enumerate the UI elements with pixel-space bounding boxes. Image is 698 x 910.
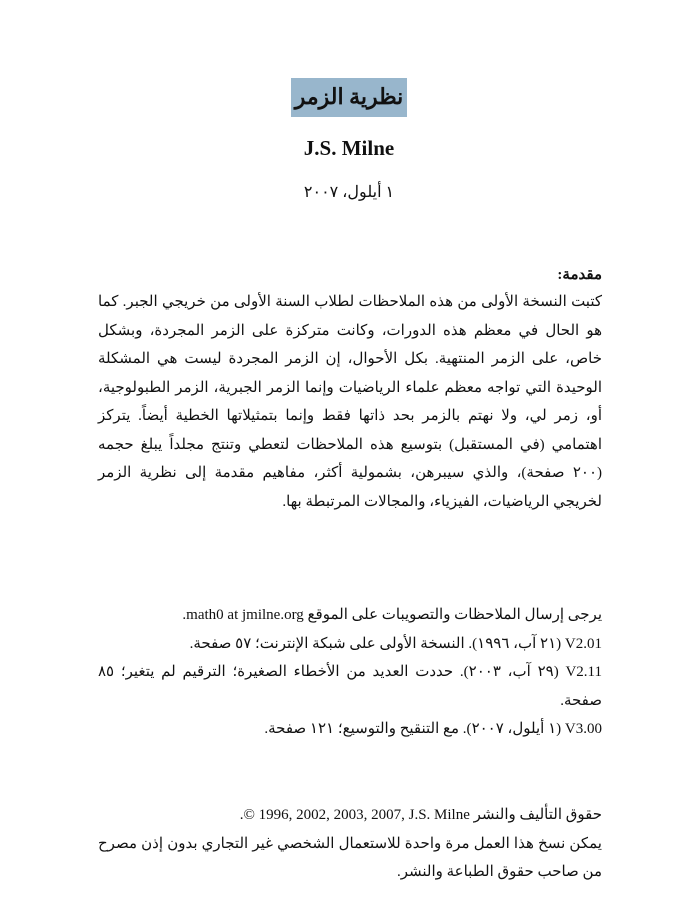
introduction-heading: مقدمة: <box>557 267 602 283</box>
copyright-end: . <box>239 807 244 823</box>
version-code: V3.00 <box>564 721 602 737</box>
version-description: (١ أيلول، ٢٠٠٧). مع التنقيح والتوسيع؛ ١٢١ صفحة. <box>264 721 562 737</box>
version-entry <box>98 630 602 659</box>
copyright-label: حقوق التأليف والنشر <box>473 807 602 823</box>
copyright-permission: يمكن نسخ هذا العمل مرة واحدة للاستعمال الشخصي غير التجاري بدون إذن مصرح من صاحب حقوق الطباعة والنشر. <box>98 835 602 880</box>
contact-email: math0 at jmilne.org <box>186 607 304 623</box>
feedback-text: يرجى إرسال الملاحظات والتصويبات على الموقع <box>307 607 602 623</box>
title-block <box>0 78 698 117</box>
version-entry <box>98 715 602 744</box>
author-name: J.S. Milne <box>303 136 395 160</box>
publication-date: ١ أيلول، ٢٠٠٧ <box>303 184 395 201</box>
feedback-line <box>98 601 602 630</box>
page-title: نظرية الزمر <box>291 78 408 117</box>
version-description: (٢٩ آب، ٢٠٠٣). حددت العديد من الأخطاء الصغيرة؛ الترقيم لم يتغير؛ ٨٥ صفحة. <box>98 664 602 709</box>
version-entry <box>98 658 602 715</box>
version-code: V2.01 <box>564 635 602 652</box>
version-description: (٢١ آب، ١٩٩٦). النسخة الأولى على شبكة الإنترنت؛ ٥٧ صفحة. <box>189 635 562 652</box>
version-history <box>98 601 602 744</box>
version-code: V2.11 <box>565 664 602 680</box>
copyright-section <box>98 801 602 887</box>
copyright-notice: © 1996, 2002, 2003, 2007, J.S. Milne <box>243 807 470 823</box>
feedback-end: . <box>182 607 187 623</box>
introduction-paragraph: كتبت النسخة الأولى من هذه الملاحظات لطلاب السنة الأولى من خريجي الجبر. كما هو الحال في معظم هذه الدورات، وكانت متركزة على الزمر المجردة، وبشكل خاص، على الزمر المنتهية. بكل الأحوال، إن الزمر المجردة ليست هي المشكلة الوحيدة التي تواجه معظم علماء الرياضيات وإنما الزمر الجبرية، الزمر الطبولوجية، أو، زمر لي، ولا نهتم بالزمر بحد ذاتها فقط وإنما بتمثيلاتها الخطية أيضاً. يتركز اهتمامي (في المستقبل) بتوسيع هذه الملاحظات لتعطي وتنتج مجلداً يبلغ حجمه (٢٠٠ صفحة)، والذي سيبرهن، بشمولية أكثر، مفاهيم مقدمة إلى نظرية الزمر لخريجي الرياضيات، الفيزياء، والمجالات المرتبطة بها. <box>98 294 602 510</box>
introduction-section <box>98 262 602 516</box>
copyright-line <box>98 801 602 830</box>
